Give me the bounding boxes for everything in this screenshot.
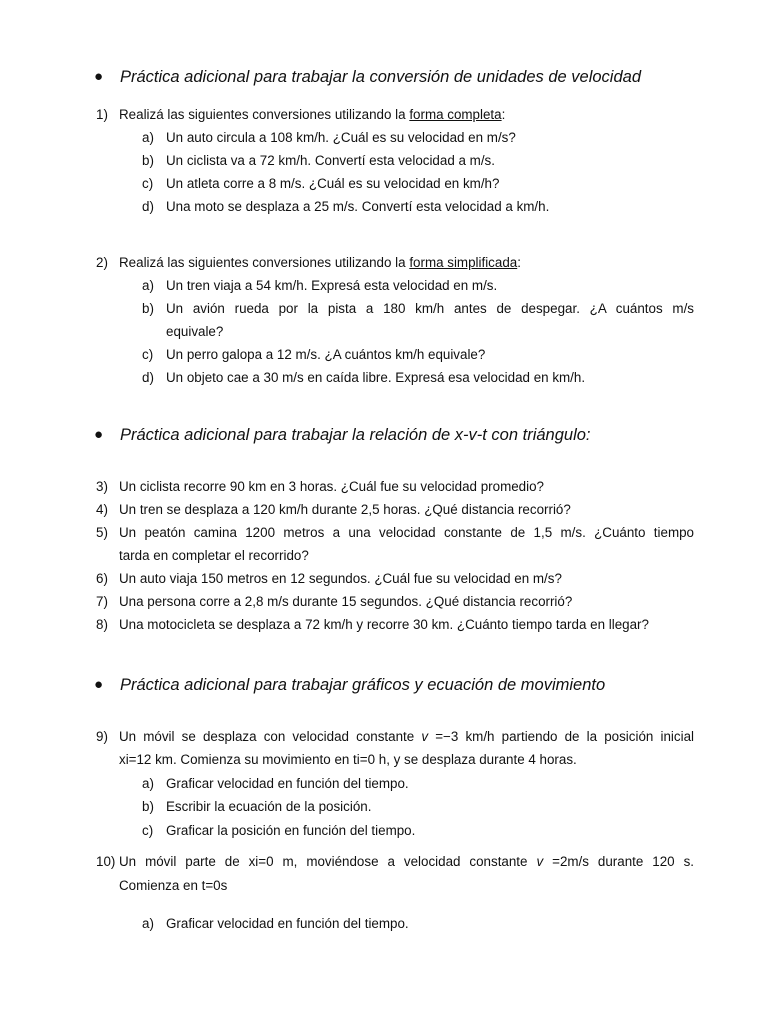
question-text-pre: Un móvil se desplaza con velocidad constante bbox=[119, 729, 415, 744]
question-number: 2) bbox=[96, 255, 108, 270]
bullet-icon: ● bbox=[94, 426, 104, 443]
item-text: Un ciclista va a 72 km/h. Convertí esta velocidad a m/s. bbox=[166, 153, 495, 168]
item-text: Un avión rueda por la pista a 180 km/h antes de despegar. ¿A cuántos m/s bbox=[166, 301, 694, 316]
item-label: d) bbox=[142, 199, 154, 214]
item-text: Un objeto cae a 30 m/s en caída libre. Expresá esa velocidad en km/h. bbox=[166, 370, 586, 385]
question-number: 7) bbox=[96, 594, 108, 609]
item-label: a) bbox=[142, 130, 154, 145]
item-label: c) bbox=[142, 176, 154, 191]
question-number: 10) bbox=[96, 854, 116, 869]
underlined-term: forma simplificada bbox=[409, 255, 518, 270]
question-text: Un peatón camina 1200 metros a una velocidad constante de 1,5 m/s. ¿Cuánto tiempo bbox=[119, 525, 694, 540]
item-label: b) bbox=[142, 799, 154, 814]
question-number: 3) bbox=[96, 479, 108, 494]
item-text: Un perro galopa a 12 m/s. ¿A cuántos km/h equivale? bbox=[166, 347, 486, 362]
question-number: 6) bbox=[96, 571, 108, 586]
item-label: b) bbox=[142, 301, 154, 316]
question-text: Una persona corre a 2,8 m/s durante 15 segundos. ¿Qué distancia recorrió? bbox=[119, 594, 573, 609]
item-label: c) bbox=[142, 347, 154, 362]
question-text: Un tren se desplaza a 120 km/h durante 2,5 horas. ¿Qué distancia recorrió? bbox=[119, 502, 571, 517]
question-text-continued: tarda en completar el recorrido? bbox=[119, 548, 309, 563]
velocity-variable: v bbox=[536, 854, 544, 869]
question-text-pre: Un móvil parte de xi=0 m, moviéndose a velocidad constante bbox=[119, 854, 528, 869]
question-text-post: =−3 km/h partiendo de la posición inicial bbox=[435, 729, 694, 744]
question-text-continued: xi=12 km. Comienza su movimiento en ti=0 h, y se desplaza durante 4 horas. bbox=[119, 752, 577, 767]
item-text: Una moto se desplaza a 25 m/s. Convertí esta velocidad a km/h. bbox=[166, 199, 550, 214]
item-label: d) bbox=[142, 370, 154, 385]
question-number: 4) bbox=[96, 502, 108, 517]
question-intro: Realizá las siguientes conversiones utilizando la bbox=[119, 107, 406, 122]
section-title: Práctica adicional para trabajar la conversión de unidades de velocidad bbox=[120, 68, 641, 86]
question-number: 1) bbox=[96, 107, 108, 122]
question-text: Una motocicleta se desplaza a 72 km/h y recorre 30 km. ¿Cuánto tiempo tarda en llegar? bbox=[119, 617, 649, 632]
item-label: a) bbox=[142, 776, 154, 791]
question-intro: Realizá las siguientes conversiones utilizando la bbox=[119, 255, 406, 270]
question-text bbox=[119, 728, 694, 746]
item-label: a) bbox=[142, 278, 154, 293]
item-text: Graficar la posición en función del tiempo. bbox=[166, 823, 416, 838]
section-title: Práctica adicional para trabajar la relación de x-v-t con triángulo: bbox=[120, 426, 591, 444]
question-number: 5) bbox=[96, 525, 108, 540]
question-number: 9) bbox=[96, 729, 108, 744]
question-text bbox=[119, 254, 694, 272]
velocity-variable: v bbox=[421, 729, 429, 744]
item-text-continued: equivale? bbox=[166, 324, 224, 339]
item-label: a) bbox=[142, 916, 154, 931]
item-text: Un tren viaja a 54 km/h. Expresá esta velocidad en m/s. bbox=[166, 278, 498, 293]
underlined-term: forma completa bbox=[409, 107, 502, 122]
item-text: Escribir la ecuación de la posición. bbox=[166, 799, 372, 814]
item-text: Un auto circula a 108 km/h. ¿Cuál es su velocidad en m/s? bbox=[166, 130, 516, 145]
question-text-post: =2m/s durante 120 s. bbox=[552, 854, 694, 869]
question-text: Un auto viaja 150 metros en 12 segundos. ¿Cuál fue su velocidad en m/s? bbox=[119, 571, 562, 586]
item-label: b) bbox=[142, 153, 154, 168]
question-text-continued: Comienza en t=0s bbox=[119, 878, 228, 893]
question-number: 8) bbox=[96, 617, 108, 632]
bullet-icon: ● bbox=[94, 676, 104, 693]
item-text: Graficar velocidad en función del tiempo. bbox=[166, 916, 409, 931]
item-text: Un atleta corre a 8 m/s. ¿Cuál es su velocidad en km/h? bbox=[166, 176, 500, 191]
item-label: c) bbox=[142, 823, 154, 838]
question-text bbox=[119, 853, 694, 871]
bullet-icon: ● bbox=[94, 68, 104, 85]
colon: : bbox=[501, 107, 506, 122]
question-text: Un ciclista recorre 90 km en 3 horas. ¿Cuál fue su velocidad promedio? bbox=[119, 479, 544, 494]
item-text: Graficar velocidad en función del tiempo. bbox=[166, 776, 409, 791]
colon: : bbox=[517, 255, 521, 270]
section-title: Práctica adicional para trabajar gráficos y ecuación de movimiento bbox=[120, 676, 606, 694]
question-text bbox=[119, 106, 694, 124]
